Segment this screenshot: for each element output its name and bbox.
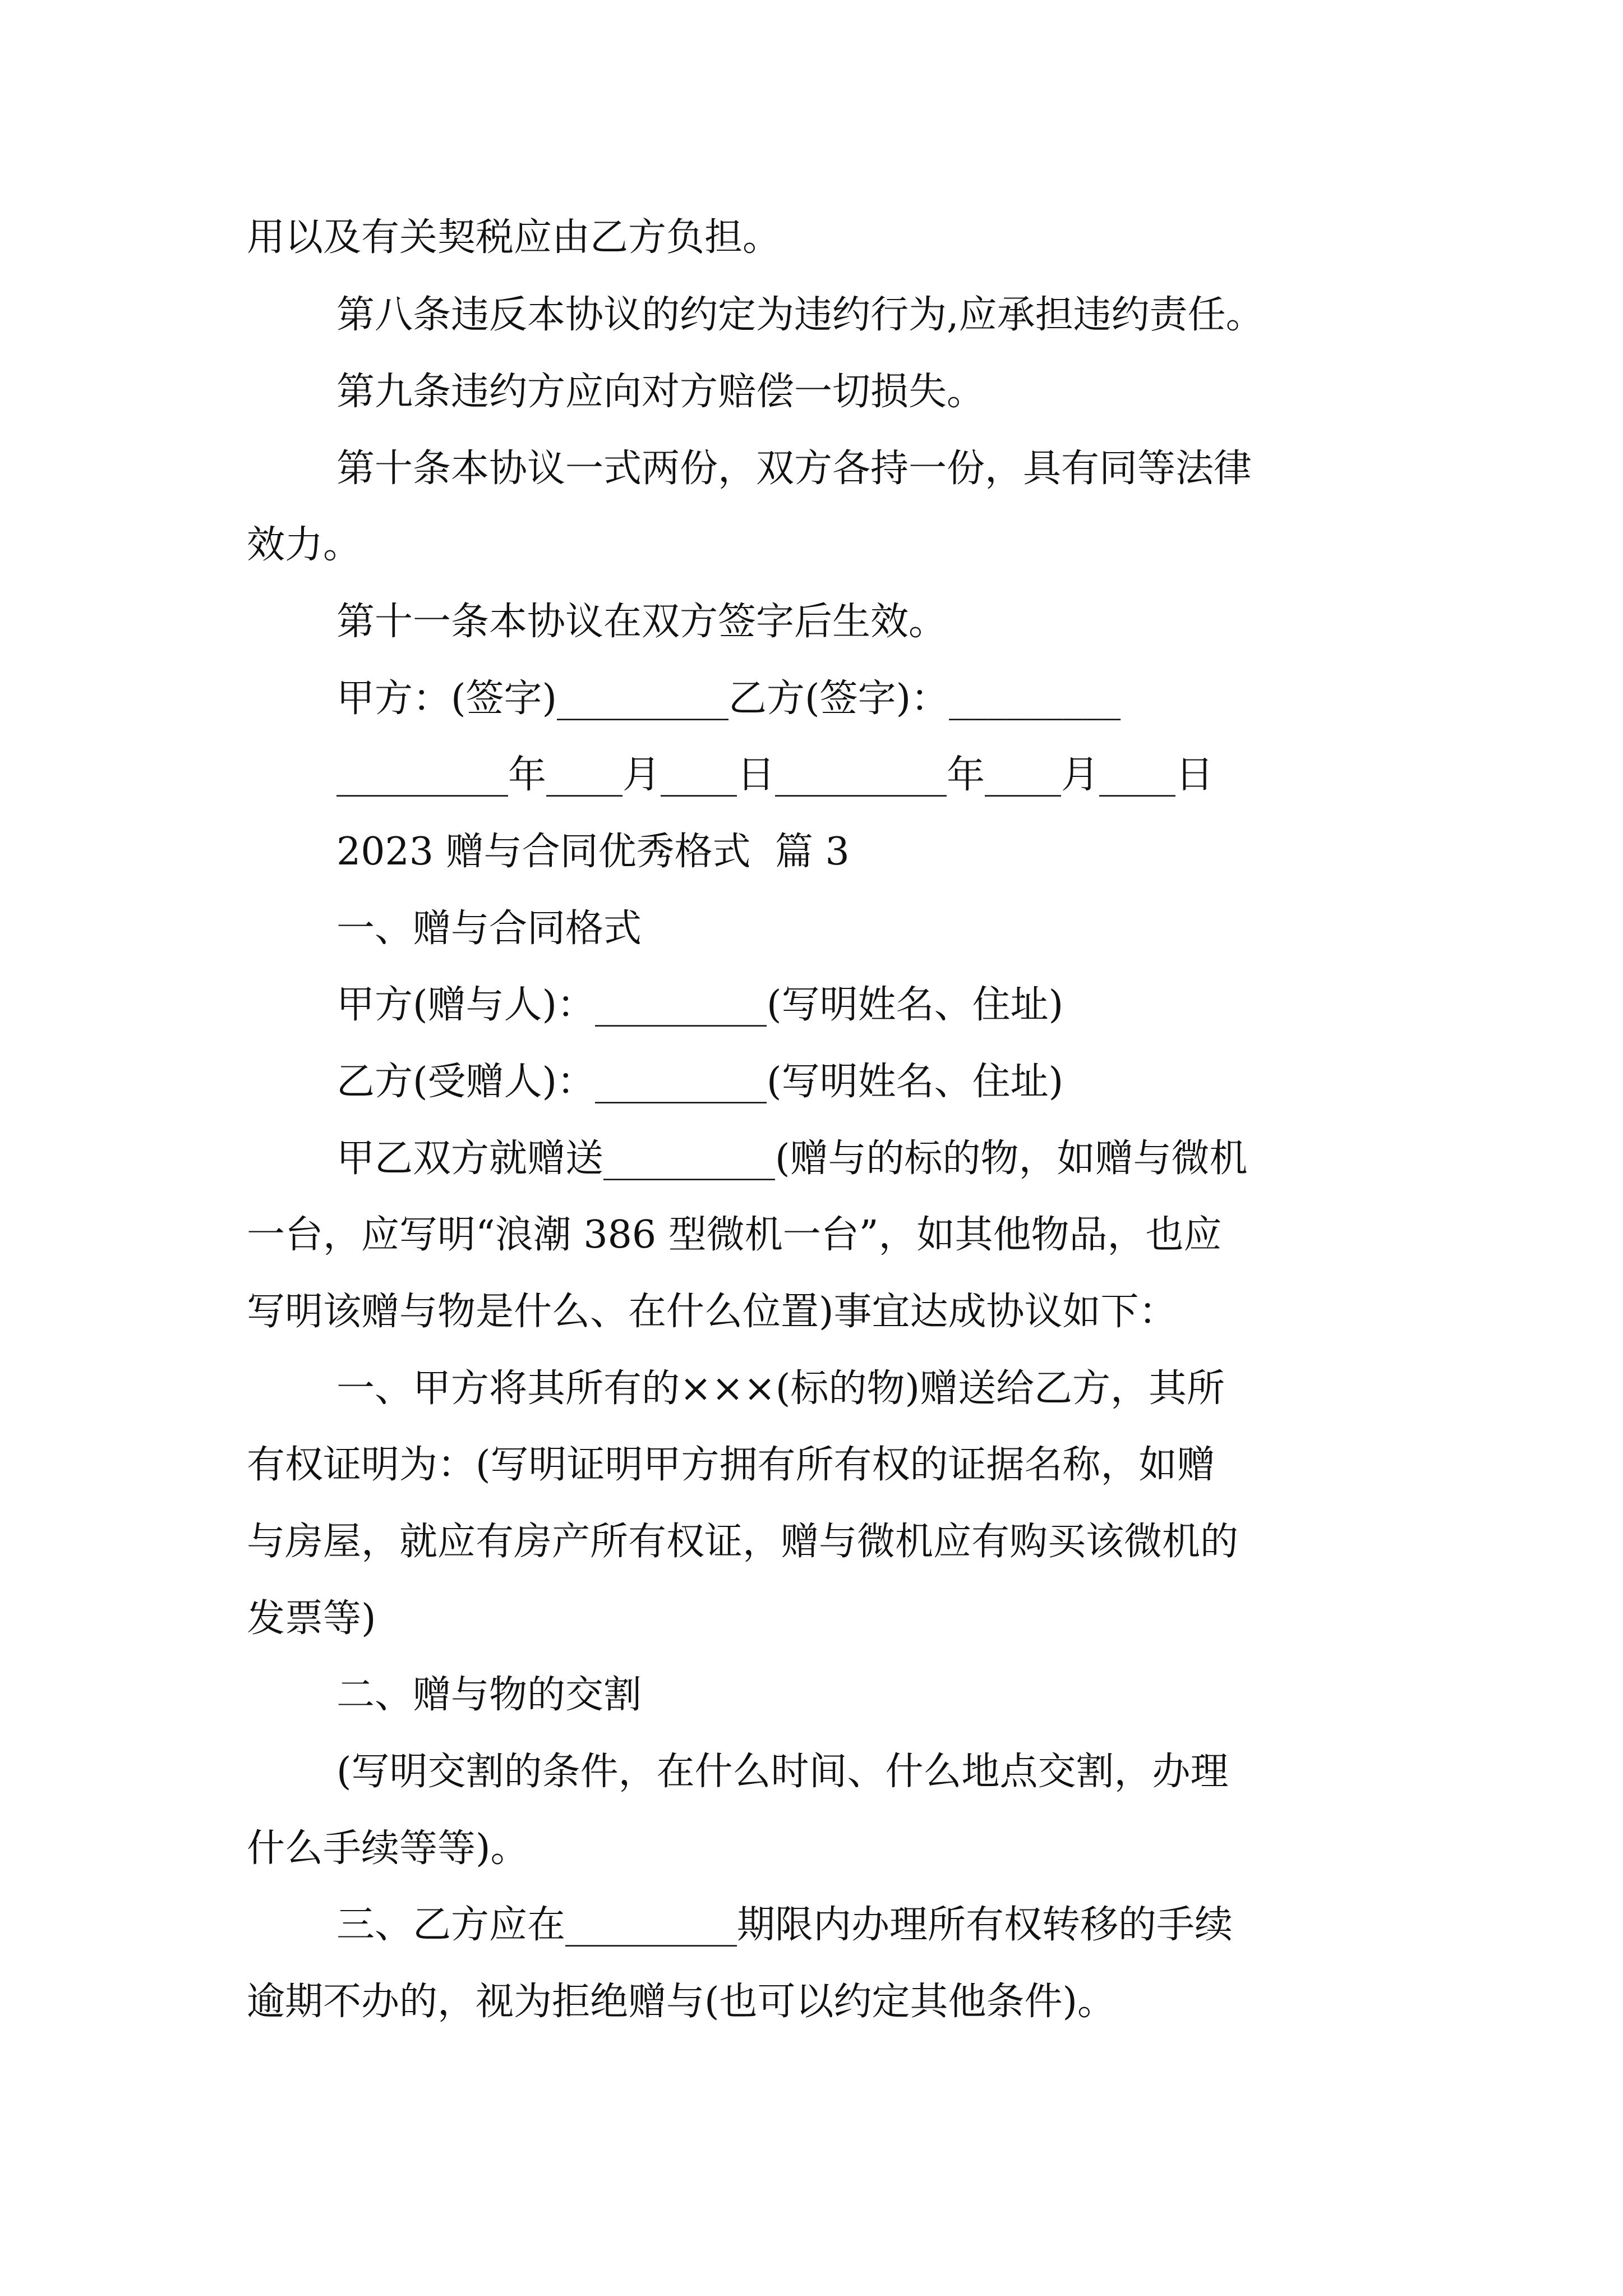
paragraph-line: 有权证明为：(写明证明甲方拥有所有权的证据名称，如赠 xyxy=(247,1443,1215,1487)
paragraph-line: 一、甲方将其所有的×××(标的物)赠送给乙方，其所 xyxy=(336,1366,1225,1411)
paragraph-line: 三、乙方应在_________期限内办理所有权转移的手续 xyxy=(336,1903,1233,1947)
paragraph-line: 一台，应写明“浪潮 386 型微机一台”，如其他物品，也应 xyxy=(247,1213,1222,1257)
paragraph-line: 写明该赠与物是什么、在什么位置)事宜达成协议如下： xyxy=(247,1290,1177,1334)
paragraph-line: 什么手续等等)。 xyxy=(247,1826,529,1871)
clause-9: 第九条违约方应向对方赔偿一切损失。 xyxy=(336,370,985,414)
clause-8: 第八条违反本协议的约定为违约行为,应承担违约责任。 xyxy=(336,293,1264,337)
paragraph-line: 发票等) xyxy=(247,1596,376,1641)
date-line: _________年____月____日_________年____月____日 xyxy=(336,753,1214,797)
section-heading: 一、赠与合同格式 xyxy=(336,907,642,951)
section-title: 2023 赠与合同优秀格式 篇 3 xyxy=(336,830,850,874)
section-heading: 二、赠与物的交割 xyxy=(336,1673,642,1717)
clause-11: 第十一条本协议在双方签字后生效。 xyxy=(336,600,947,644)
paragraph-line: 效力。 xyxy=(247,523,362,567)
clause-10: 第十条本协议一式两份，双方各持一份，具有同等法律 xyxy=(336,447,1252,491)
party-a-line: 甲方(赠与人)：_________(写明姓名、住址) xyxy=(336,983,1064,1027)
party-b-line: 乙方(受赠人)：_________(写明姓名、住址) xyxy=(336,1060,1064,1104)
paragraph-line: (写明交割的条件，在什么时间、什么地点交割，办理 xyxy=(336,1750,1229,1794)
paragraph-line: 逾期不办的，视为拒绝赠与(也可以约定其他条件)。 xyxy=(247,1980,1116,2024)
paragraph-line: 与房屋，就应有房产所有权证，赠与微机应有购买该微机的 xyxy=(247,1520,1239,1564)
paragraph-line: 甲乙双方就赠送_________(赠与的标的物，如赠与微机 xyxy=(336,1137,1248,1181)
paragraph-line: 用以及有关契税应由乙方负担。 xyxy=(247,215,781,260)
signature-line: 甲方：(签字)_________乙方(签字)：_________ xyxy=(336,677,1121,721)
